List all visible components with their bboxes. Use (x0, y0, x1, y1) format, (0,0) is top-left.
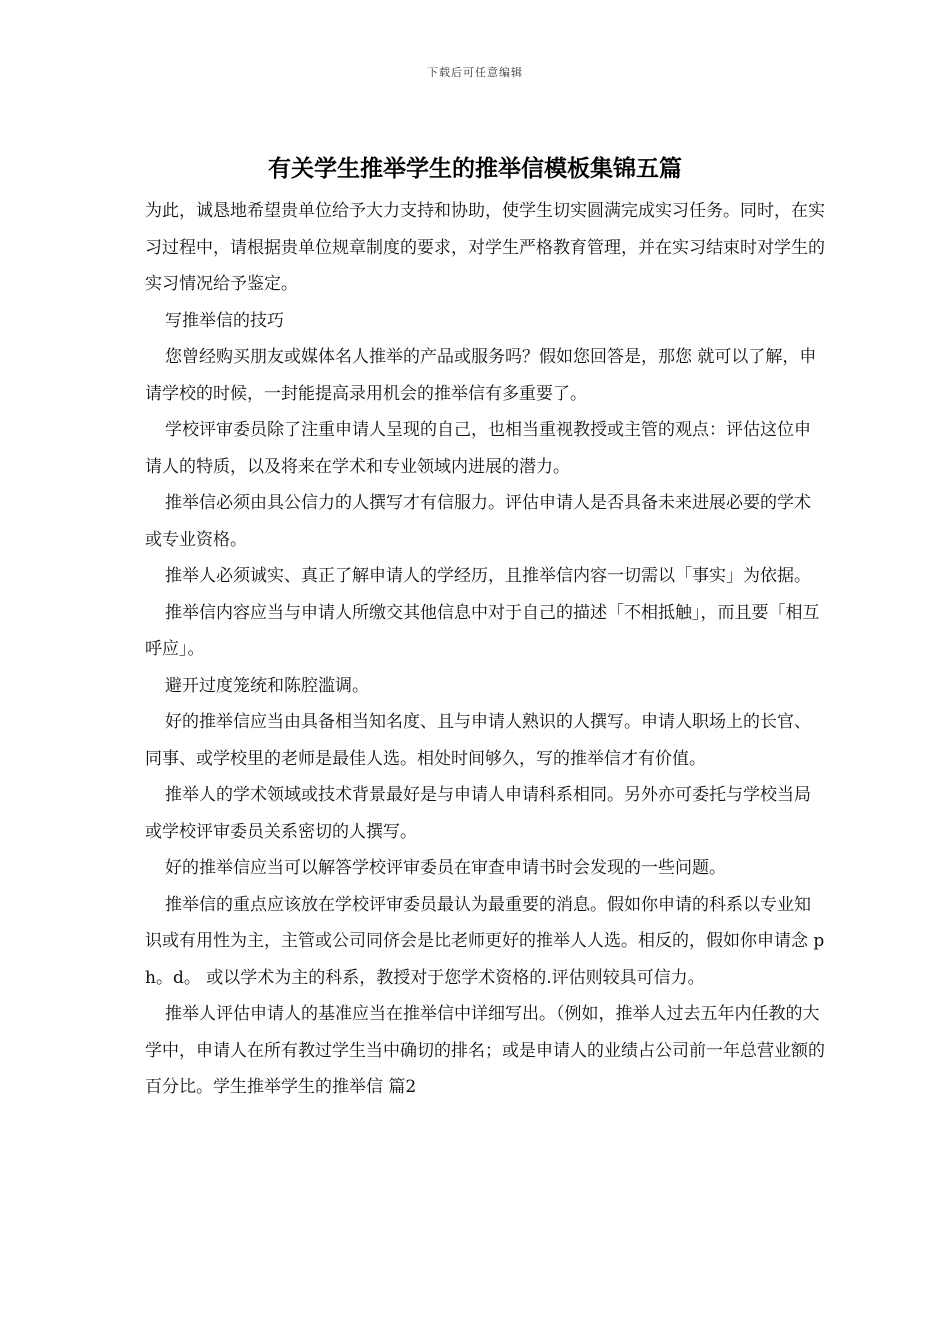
document-title: 有关学生推举学生的推举信模板集锦五篇 (268, 156, 682, 182)
paragraph: 好的推举信应当可以解答学校评审委员在审查申请书时会发现的一些问题。 (165, 858, 726, 878)
paragraph: 推举信必须由具公信力的人撰写才有信服力。评估申请人是否具备未来进展必要的学术或专业资格。 (145, 493, 811, 550)
paragraph: 您曾经购买朋友或媒体名人推举的产品或服务吗？假如您回答是，那您 就可以了解，申请学校的时候，一封能提高录用机会的推举信有多重要了。 (145, 347, 817, 404)
paragraph: 写推举信的技巧 (165, 310, 284, 331)
paragraph: 推举人的学术领域或技术背景最好是与申请人申请科系相同。另外亦可委托与学校当局或学校评审委员关系密切的人撰写。 (145, 785, 811, 842)
paragraph: 为此，诚恳地希望贵单位给予大力支持和协助，使学生切实圆满完成实习任务。同时，在实习过程中，请根据贵单位规章制度的要求，对学生严格教育管理，并在实习结束时对学生的实习情况给予鉴定。 (145, 201, 825, 294)
paragraph: 推举人评估申请人的基准应当在推举信中详细写出。（例如，推举人过去五年内任教的大学中，申请人在所有教过学生当中确切的排名；或是申请人的业绩占公司前一年总营业额的百分比。学生推举学生的推举信 篇2 (145, 1004, 825, 1097)
page-header-note: 下载后可任意编辑 (427, 66, 523, 79)
paragraph: 推举信内容应当与申请人所缴交其他信息中对于自己的描述「不相抵触」，而且要「相互呼应」。 (145, 602, 820, 659)
paragraph: 学校评审委员除了注重申请人呈现的自己，也相当重视教授或主管的观点：评估这位申请人的特质，以及将来在学术和专业领域内进展的潜力。 (145, 420, 811, 477)
paragraph: 避开过度笼统和陈腔滥调。 (165, 675, 369, 696)
paragraph: 推举人必须诚实、真正了解申请人的学经历，且推举信内容一切需以「事实」为依据。 (165, 566, 811, 586)
paragraph: 好的推举信应当由具备相当知名度、且与申请人熟识的人撰写。申请人职场上的长官、同事、或学校里的老师是最佳人选。相处时间够久，写的推举信才有价值。 (145, 712, 811, 769)
paragraph: 推举信的重点应该放在学校评审委员最认为最重要的消息。假如你申请的科系以专业知识或有用性为主，主管或公司同侪会是比老师更好的推举人人选。相反的，假如你申请念 ph。d。 或以学术为主的科系，教授对于您学术资格的.评估则较具可信力。 (145, 894, 825, 988)
document-body (145, 193, 825, 1106)
